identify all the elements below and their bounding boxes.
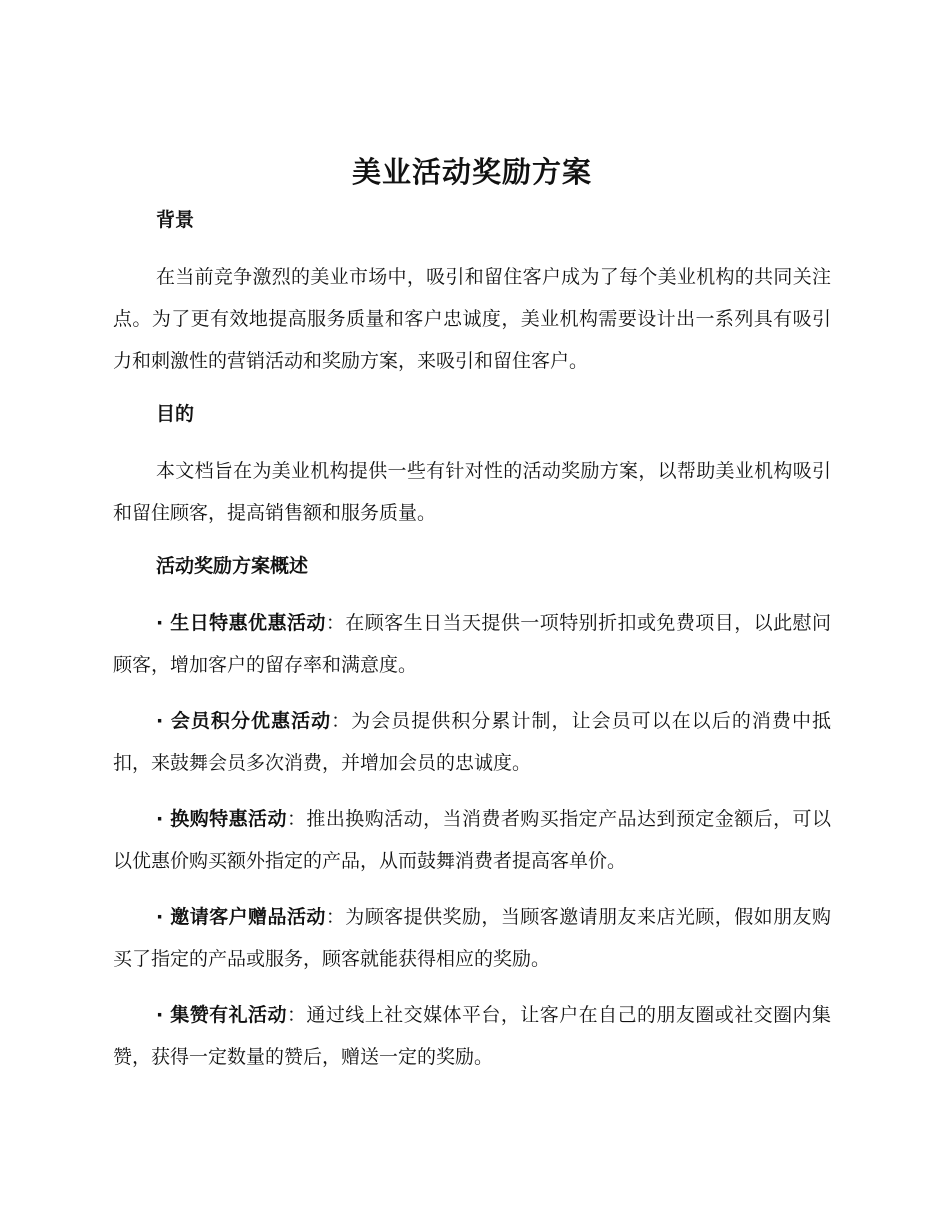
list-item-text: 为顾客提供奖励，当顾客邀请朋友来店光顾，假如朋友购买了指定的产品或服务，顾客就能获得相应的奖励。 — [113, 906, 831, 970]
list-item — [113, 994, 831, 1078]
list-item-text: 为会员提供积分累计制，让会员可以在以后的消费中抵扣，来鼓舞会员多次消费，并增加会员的忠诚度。 — [113, 710, 831, 774]
list-item-label: · 集赞有礼活动 — [156, 1004, 287, 1026]
section-paragraph-purpose: 本文档旨在为美业机构提供一些有针对性的活动奖励方案，以帮助美业机构吸引和留住顾客，提高销售额和服务质量。 — [113, 460, 831, 524]
list-item-text: 推出换购活动，当消费者购买指定产品达到预定金额后，可以以优惠价购买额外指定的产品，从而鼓舞消费者提高客单价。 — [113, 808, 831, 872]
list-item-label: · 邀请客户赠品活动 — [156, 906, 326, 928]
list-item-separator: ： — [286, 1004, 307, 1026]
document-page — [113, 150, 831, 1078]
list-item-label: · 换购特惠活动 — [156, 808, 287, 830]
list-item — [113, 602, 831, 686]
list-item-label: · 生日特惠优惠活动 — [156, 612, 326, 634]
list-item — [113, 798, 831, 882]
list-item — [113, 896, 831, 980]
section-heading-purpose: 目的 — [156, 403, 195, 425]
section-heading-overview: 活动奖励方案概述 — [156, 555, 309, 577]
list-item-text: 通过线上社交媒体平台，让客户在自己的朋友圈或社交圈内集赞，获得一定数量的赞后，赠送一定的奖励。 — [113, 1004, 831, 1068]
list-item — [113, 700, 831, 784]
list-item-text: 在顾客生日当天提供一项特别折扣或免费项目，以此慰问顾客，增加客户的留存率和满意度。 — [113, 612, 831, 676]
list-item-separator: ： — [325, 906, 346, 928]
document-title: 美业活动奖励方案 — [351, 155, 592, 189]
section-paragraph-background: 在当前竞争激烈的美业市场中，吸引和留住客户成为了每个美业机构的共同关注点。为了更有效地提高服务质量和客户忠诚度，美业机构需要设计出一系列具有吸引力和刺激性的营销活动和奖励方案，来吸引和留住客户。 — [113, 266, 831, 372]
list-item-label: · 会员积分优惠活动 — [156, 710, 332, 732]
section-heading-background: 背景 — [156, 209, 195, 231]
list-item-separator: ： — [331, 710, 352, 732]
list-item-separator: ： — [325, 612, 346, 634]
list-item-separator: ： — [286, 808, 307, 830]
